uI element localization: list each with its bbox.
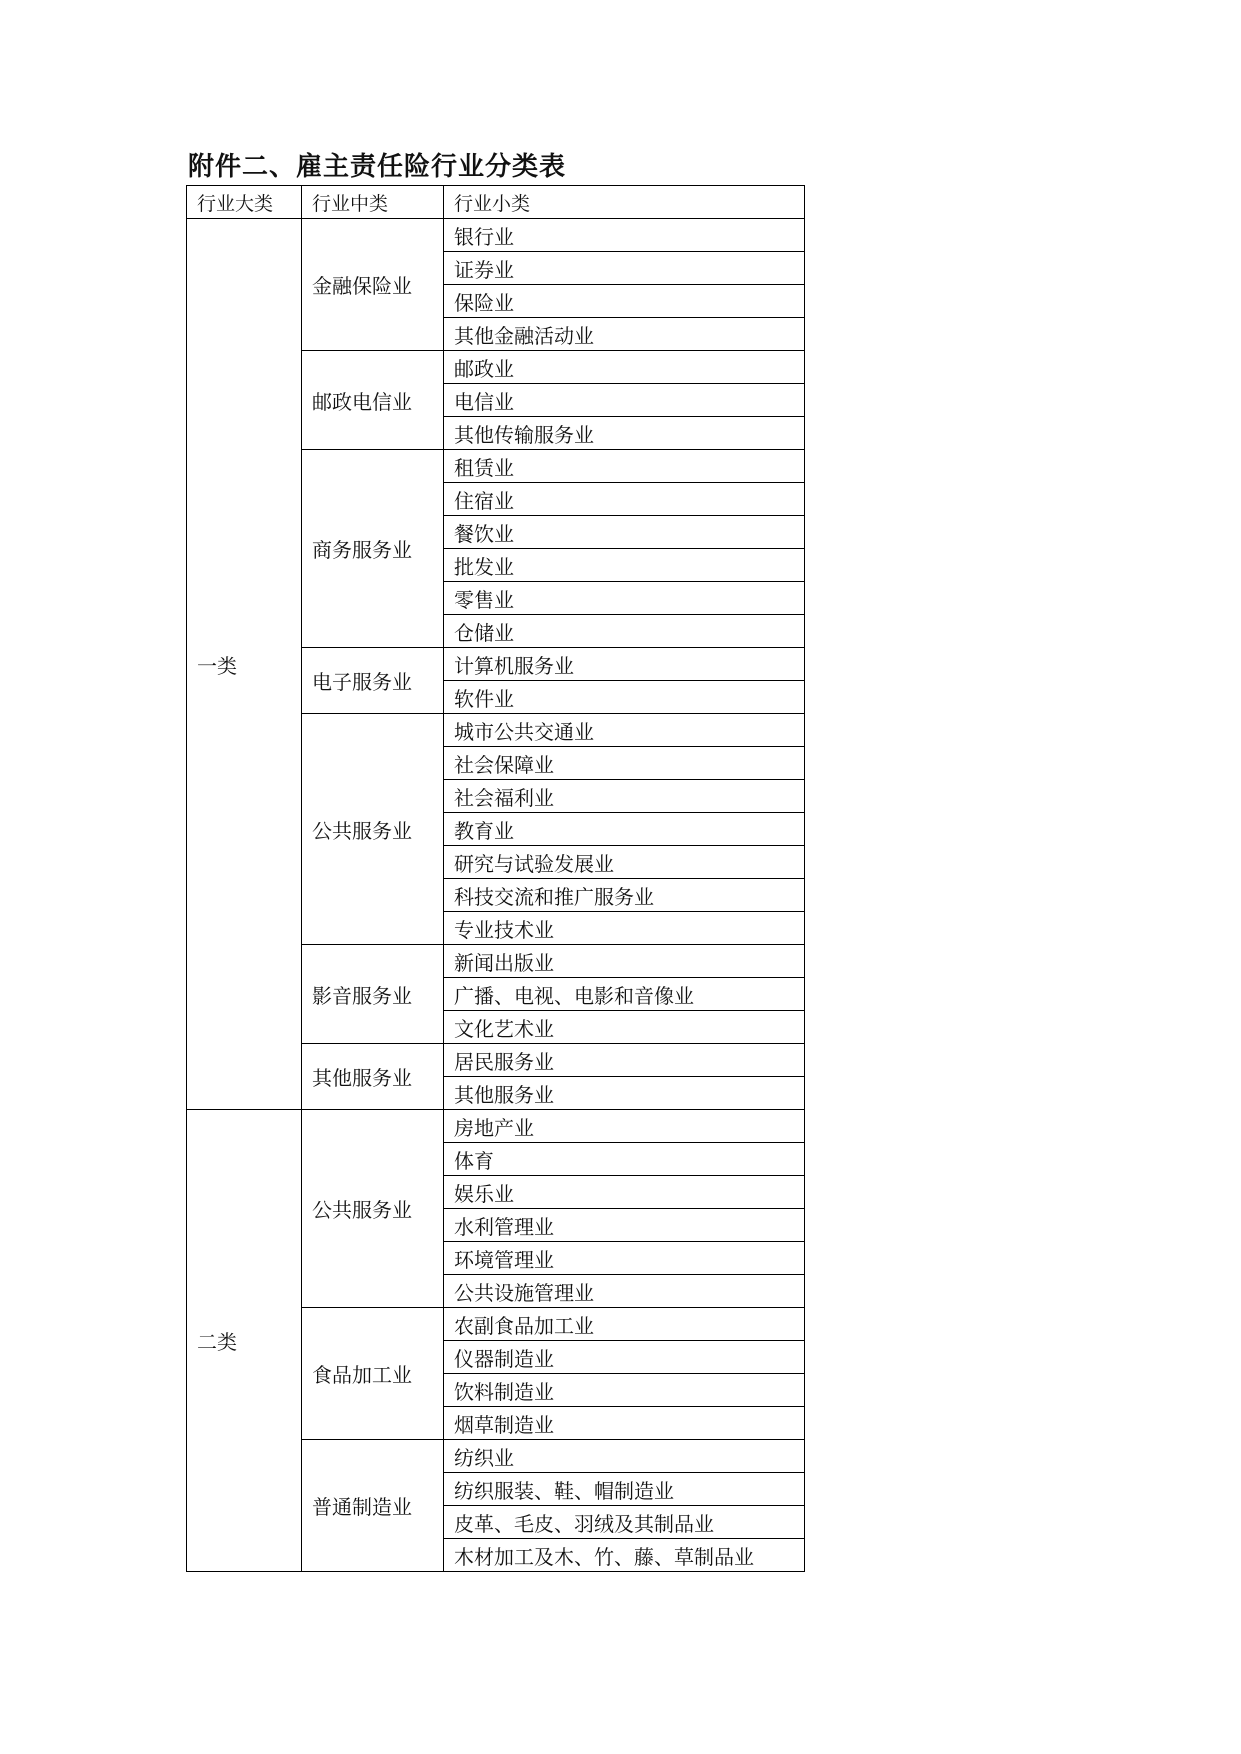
minor-category-cell: 邮政业 (444, 351, 805, 384)
minor-category-cell: 研究与试验发展业 (444, 846, 805, 879)
header-middle-category: 行业中类 (302, 186, 444, 219)
major-category-cell: 一类 (187, 219, 302, 1110)
minor-category-cell: 仪器制造业 (444, 1341, 805, 1374)
minor-category-cell: 公共设施管理业 (444, 1275, 805, 1308)
minor-category-cell: 其他服务业 (444, 1077, 805, 1110)
table-row (187, 219, 805, 252)
minor-category-cell: 银行业 (444, 219, 805, 252)
middle-category-cell: 食品加工业 (302, 1308, 444, 1440)
table-header-row (187, 186, 805, 219)
table-row (187, 1110, 805, 1143)
header-minor-category: 行业小类 (444, 186, 805, 219)
minor-category-cell: 教育业 (444, 813, 805, 846)
document-title: 附件二、雇主责任险行业分类表 (188, 152, 567, 182)
table-body (187, 219, 805, 1572)
minor-category-cell: 仓储业 (444, 615, 805, 648)
minor-category-cell: 娱乐业 (444, 1176, 805, 1209)
header-major-category: 行业大类 (187, 186, 302, 219)
minor-category-cell: 保险业 (444, 285, 805, 318)
minor-category-cell: 木材加工及木、竹、藤、草制品业 (444, 1539, 805, 1572)
minor-category-cell: 新闻出版业 (444, 945, 805, 978)
minor-category-cell: 农副食品加工业 (444, 1308, 805, 1341)
minor-category-cell: 房地产业 (444, 1110, 805, 1143)
minor-category-cell: 社会保障业 (444, 747, 805, 780)
minor-category-cell: 批发业 (444, 549, 805, 582)
middle-category-cell: 公共服务业 (302, 714, 444, 945)
minor-category-cell: 证券业 (444, 252, 805, 285)
middle-category-cell: 电子服务业 (302, 648, 444, 714)
minor-category-cell: 专业技术业 (444, 912, 805, 945)
minor-category-cell: 环境管理业 (444, 1242, 805, 1275)
minor-category-cell: 饮料制造业 (444, 1374, 805, 1407)
minor-category-cell: 租赁业 (444, 450, 805, 483)
middle-category-cell: 普通制造业 (302, 1440, 444, 1572)
middle-category-cell: 公共服务业 (302, 1110, 444, 1308)
minor-category-cell: 文化艺术业 (444, 1011, 805, 1044)
minor-category-cell: 餐饮业 (444, 516, 805, 549)
minor-category-cell: 社会福利业 (444, 780, 805, 813)
minor-category-cell: 广播、电视、电影和音像业 (444, 978, 805, 1011)
middle-category-cell: 邮政电信业 (302, 351, 444, 450)
middle-category-cell: 其他服务业 (302, 1044, 444, 1110)
minor-category-cell: 居民服务业 (444, 1044, 805, 1077)
minor-category-cell: 计算机服务业 (444, 648, 805, 681)
minor-category-cell: 零售业 (444, 582, 805, 615)
minor-category-cell: 纺织服装、鞋、帽制造业 (444, 1473, 805, 1506)
minor-category-cell: 科技交流和推广服务业 (444, 879, 805, 912)
minor-category-cell: 城市公共交通业 (444, 714, 805, 747)
middle-category-cell: 商务服务业 (302, 450, 444, 648)
middle-category-cell: 金融保险业 (302, 219, 444, 351)
minor-category-cell: 水利管理业 (444, 1209, 805, 1242)
minor-category-cell: 烟草制造业 (444, 1407, 805, 1440)
minor-category-cell: 电信业 (444, 384, 805, 417)
minor-category-cell: 其他传输服务业 (444, 417, 805, 450)
minor-category-cell: 纺织业 (444, 1440, 805, 1473)
middle-category-cell: 影音服务业 (302, 945, 444, 1044)
minor-category-cell: 其他金融活动业 (444, 318, 805, 351)
minor-category-cell: 住宿业 (444, 483, 805, 516)
industry-classification-table (186, 185, 805, 1572)
minor-category-cell: 皮革、毛皮、羽绒及其制品业 (444, 1506, 805, 1539)
minor-category-cell: 软件业 (444, 681, 805, 714)
major-category-cell: 二类 (187, 1110, 302, 1572)
minor-category-cell: 体育 (444, 1143, 805, 1176)
